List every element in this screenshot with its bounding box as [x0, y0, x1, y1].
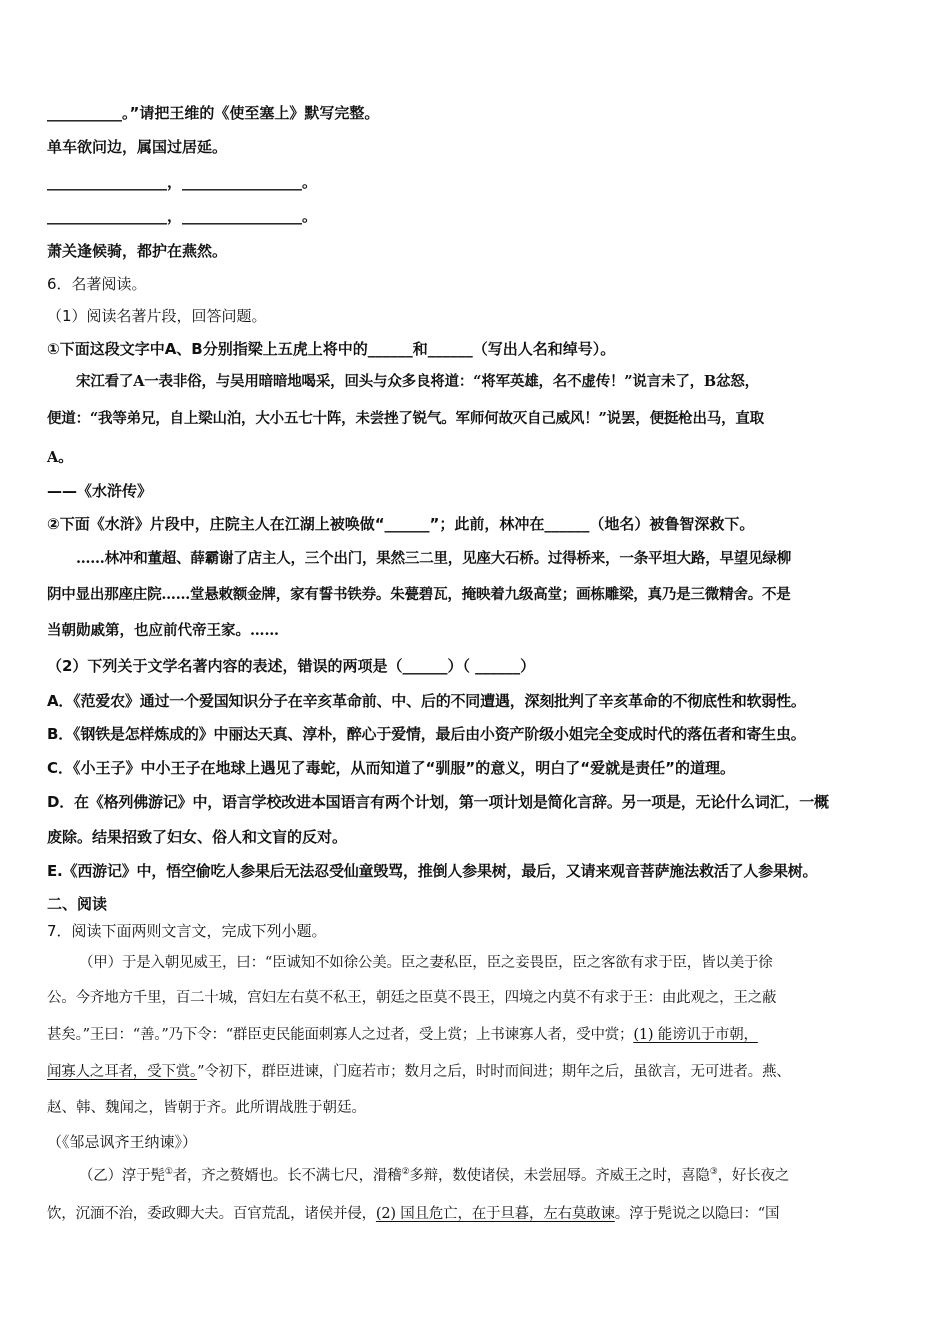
poem-blank-line-2: ________________，________________。: [47, 173, 318, 191]
underlined-sentence-1-start: (1) 能谤讥于市朝，: [633, 1027, 758, 1043]
text-yi-segment: 者，齐之赘婿也。长不满七尺，滑稽: [172, 1168, 402, 1184]
poem-instruction: __________。”请把王维的《使至塞上》默写完整。: [47, 104, 380, 122]
text-yi-segment: 。淳于髡说之以隐曰：“国: [614, 1206, 780, 1222]
text-yi-line-1: [79, 1165, 910, 1187]
footnote-marker-1: ①: [164, 1167, 173, 1178]
poem-line-4: 萧关逢候骑，都护在燕然。: [47, 242, 228, 260]
text-jia-source: （《邹忌讽齐王纳谏》）: [47, 1133, 198, 1151]
question-7-heading: 7．阅读下面两则文言文，完成下列小题。: [47, 922, 327, 940]
option-b: B．《钢铁是怎样炼成的》中丽达天真、淳朴，醉心于爱情，最后由小资产阶级小姐完全变成时代的落伍者和寄生虫。: [47, 725, 806, 743]
option-e: E.《西游记》中，悟空偷吃人参果后无法忍受仙童毁骂，推倒人参果树，最后，又请来观音菩萨施法救活了人参果树。: [47, 862, 818, 880]
excerpt-2-line-3: 当朝勋戚第，也应前代帝王家。……: [47, 622, 279, 639]
text-yi-segment: 多辩，数使诸侯，未尝屈辱。齐威王之时，喜隐: [409, 1168, 710, 1184]
underlined-sentence-1-end: 闻寡人之耳者，受下赏。: [47, 1064, 198, 1080]
text-jia-line-1: （甲）于是入朝见威王，曰：“臣诚知不如徐公美。臣之妻私臣，臣之妾畏臣，臣之客欲有求于臣，皆以美于徐: [79, 955, 773, 971]
text-yi-segment: 饮，沉湎不治，委政卿大夫。百官荒乱，诸侯并侵，: [47, 1206, 376, 1222]
text-jia-line-5: 赵、韩、魏闻之，皆朝于齐。此所谓战胜于朝廷。: [47, 1100, 366, 1116]
text-yi-segment: （乙）淳于髡: [79, 1168, 165, 1184]
option-c: C．《小王子》中小王子在地球上遇见了毒蛇，从而知道了“驯服”的意义，明白了“爱就是责任”的道理。: [47, 759, 735, 777]
text-jia-line-4: [47, 1061, 910, 1083]
excerpt-1-line-2: 便道：“我等弟兄，自上梁山泊，大小五七十阵，未尝挫了锐气。军师何故灭自己威风！”说罢，便挺枪出马，直取: [47, 410, 764, 427]
text-yi-segment: ，好长夜之: [717, 1168, 790, 1184]
question-6-part-1: （1）阅读名著片段，回答问题。: [47, 307, 267, 325]
excerpt-1-source: ——《水浒传》: [47, 482, 153, 500]
excerpt-2-line-1: ……林冲和董超、薛霸谢了店主人，三个出门，果然三二里，见座大石桥。过得桥来，一条平坦大路，早望见绿柳: [76, 550, 791, 567]
question-6-heading: 6．名著阅读。: [47, 275, 147, 293]
excerpt-1-line-3: A。: [47, 449, 73, 466]
text-jia-line-3-start: 甚矣。”王曰：“善。”乃下令：“群臣吏民能面刺寡人之过者，受上赏；上书谏寡人者，受中赏；: [47, 1027, 634, 1043]
question-6-item-2: ②下面《水浒》片段中，庄院主人在江湖上被唤做“______”；此前，林冲在______（地名）被鲁智深救下。: [47, 515, 755, 533]
section-2-heading: 二、阅读: [47, 895, 108, 913]
excerpt-2-line-2: 阴中显出那座庄院……堂悬敕额金牌，家有誓书铁券。朱甍碧瓦，掩映着九级高堂；画栋雕梁，真乃是三微精舍。不是: [47, 586, 791, 603]
question-6-part-2: （2）下列关于文学名著内容的表述，错误的两项是（______）（ ______）: [47, 657, 536, 675]
question-6-item-1: ①下面这段文字中A、B分别指梁上五虎上将中的______和______（写出人名和绰号）。: [47, 340, 616, 358]
footnote-marker-3: ③: [709, 1167, 718, 1178]
option-a: A．《范爱农》通过一个爱国知识分子在辛亥革命前、中、后的不同遭遇，深刻批判了辛亥革命的不彻底性和软弱性。: [47, 692, 806, 710]
poem-blank-line-3: ________________，________________。: [47, 207, 318, 225]
text-jia-line-2: 公。今齐地方千里，百二十城，宫妇左右莫不私王，朝廷之臣莫不畏王，四境之内莫不有求于王：由此观之，王之蔽: [47, 990, 777, 1006]
option-d-line-2: 废除。结果招致了妇女、俗人和文盲的反对。: [47, 828, 348, 846]
poem-line-1: 单车欲问边，属国过居延。: [47, 138, 228, 156]
text-jia-line-4-rest: ”令初下，群臣进谏，门庭若市；数月之后，时时而间进；期年之后，虽欲言，无可进者。燕、: [197, 1064, 791, 1080]
text-yi-line-2: [47, 1203, 910, 1225]
text-jia-line-3: [47, 1024, 910, 1046]
footnote-marker-2: ②: [401, 1167, 410, 1178]
option-d-line-1: D．在《格列佛游记》中，语言学校改进本国语言有两个计划，第一项计划是简化言辞。另一项是，无论什么词汇，一概: [47, 793, 829, 811]
underlined-sentence-2: (2) 国且危亡，在于旦暮，左右莫敢谏: [375, 1206, 615, 1222]
excerpt-1-line-1: 宋江看了A一表非俗，与吴用暗暗地喝采，回头与众多良将道：“将军英雄，名不虚传！”说言未了，B忿怒，: [76, 373, 759, 390]
